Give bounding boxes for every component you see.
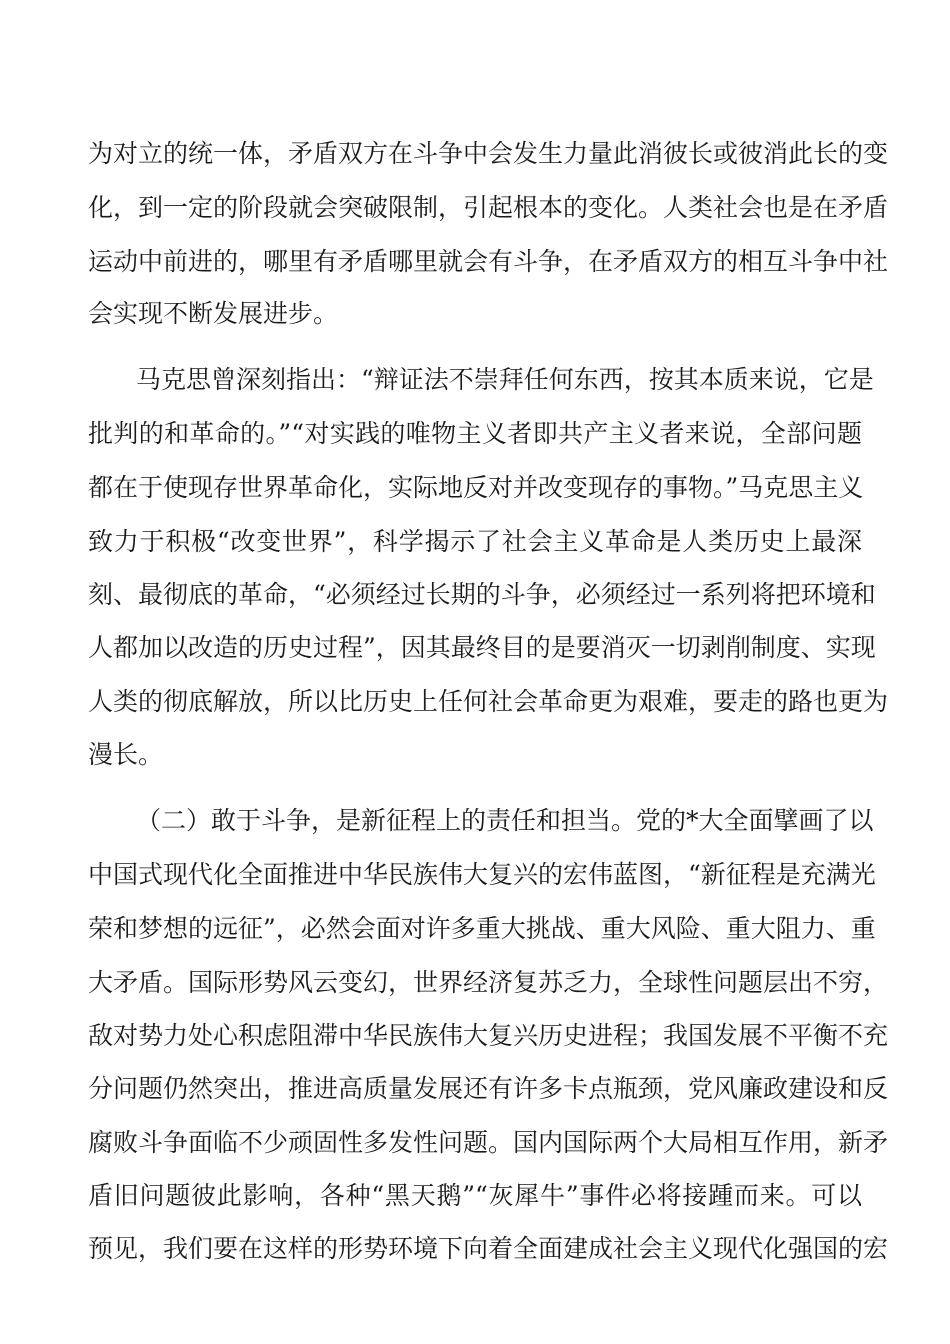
paragraph-3-line-7: 腐败斗争面临不少顽固性多发性问题。国内国际两个大局相互作用，新矛: [88, 1128, 889, 1157]
paragraph-1-line-1: 为对立的统一体，矛盾双方在斗争中会发生力量此消彼长或彼消此长的变: [88, 139, 889, 168]
paragraph-3-line-3: 荣和梦想的远征”，必然会面对许多重大挑战、重大风险、重大阻力、重: [88, 914, 876, 943]
paragraph-3-line-5: 敌对势力处心积虑阻滞中华民族伟大复兴历史进程；我国发展不平衡不充: [88, 1021, 889, 1050]
paragraph-3-line-9: 预见，我们要在这样的形势环境下向着全面建成社会主义现代化强国的宏: [88, 1234, 889, 1263]
paragraph-1-line-4: 会实现不断发展进步。: [88, 299, 339, 328]
paragraph-2-line-8: 漫长。: [88, 740, 164, 769]
paragraph-2-line-1: 马克思曾深刻指出：“辩证法不崇拜任何东西，按其本质来说，它是: [136, 365, 874, 394]
paragraph-2-line-2: 批判的和革命的。”“对实践的唯物主义者即共产主义者来说，全部问题: [88, 419, 862, 448]
paragraph-3-line-8: 盾旧问题彼此影响，各种“黑天鹅”“灰犀牛”事件必将接踵而来。可以: [88, 1181, 862, 1210]
paragraph-1-line-2: 化，到一定的阶段就会突破限制，引起根本的变化。人类社会也是在矛盾: [88, 193, 889, 222]
paragraph-1-line-3: 运动中前进的，哪里有矛盾哪里就会有斗争，在矛盾双方的相互斗争中社: [88, 247, 889, 276]
paragraph-3-line-4: 大矛盾。国际形势风云变幻，世界经济复苏乏力，全球性问题层出不穷，: [88, 968, 889, 997]
paragraph-3-line-1: （二）敢于斗争，是新征程上的责任和担当。党的*大全面擘画了以: [136, 806, 874, 835]
paragraph-2-line-4: 致力于积极“改变世界”，科学揭示了社会主义革命是人类历史上最深: [88, 527, 862, 556]
paragraph-2-line-6: 人都加以改造的历史过程”，因其最终目的是要消灭一切剥削制度、实现: [88, 633, 876, 662]
paragraph-2-line-7: 人类的彻底解放，所以比历史上任何社会革命更为艰难，要走的路也更为: [88, 687, 889, 716]
paragraph-3-line-2: 中国式现代化全面推进中华民族伟大复兴的宏伟蓝图，“新征程是充满光: [88, 860, 876, 889]
paragraph-2-line-3: 都在于使现存世界革命化，实际地反对并改变现存的事物。”马克思主义: [88, 473, 864, 502]
paragraph-2-line-5: 刻、最彻底的革命，“必须经过长期的斗争，必须经过一系列将把环境和: [88, 580, 876, 609]
paragraph-3-line-6: 分问题仍然突出，推进高质量发展还有许多卡点瓶颈，党风廉政建设和反: [88, 1074, 889, 1103]
